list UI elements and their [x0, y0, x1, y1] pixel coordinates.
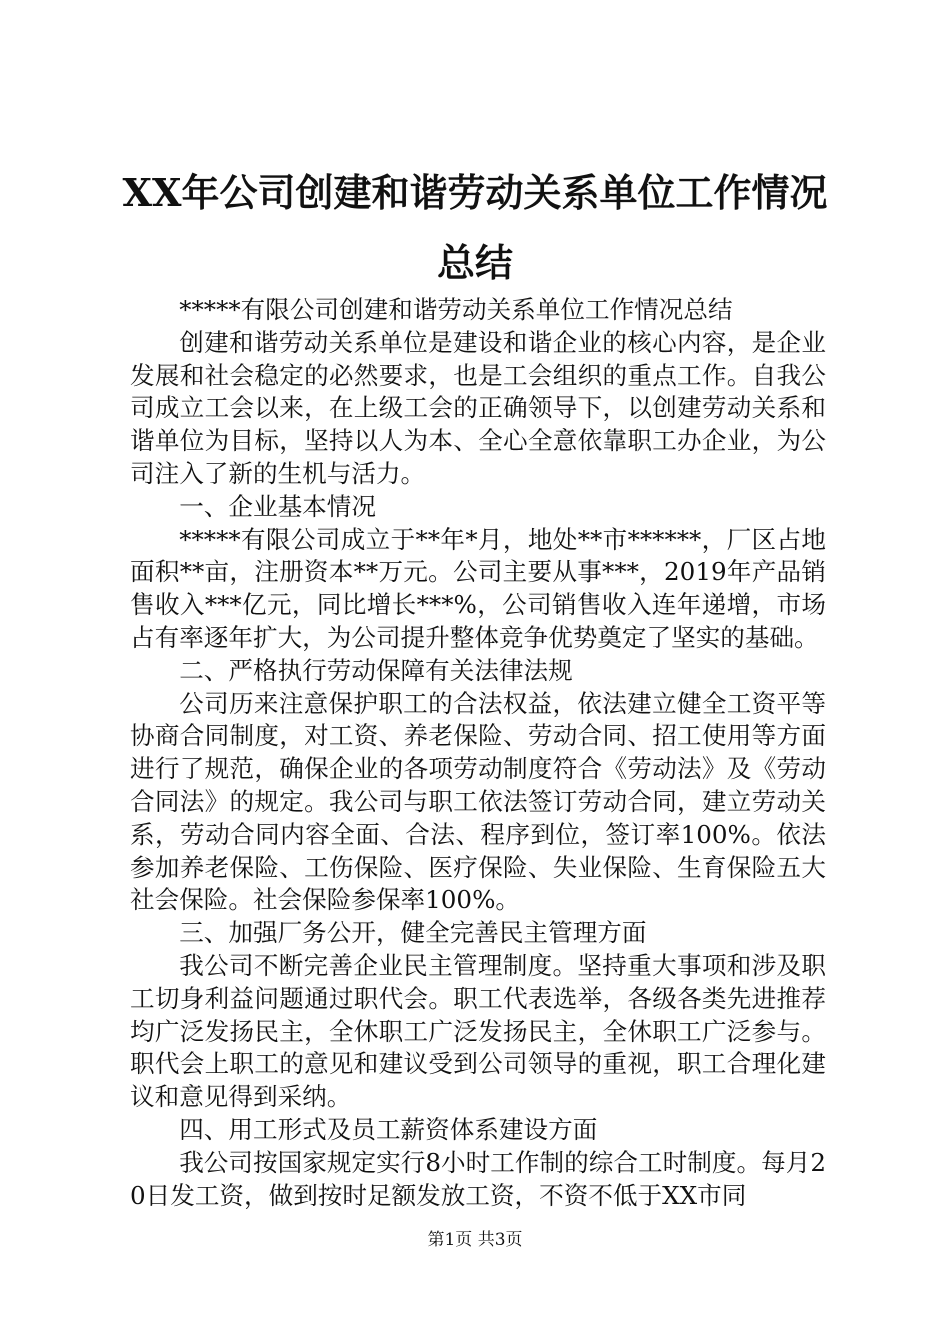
paragraph-section-3: 我公司不断完善企业民主管理制度。坚持重大事项和涉及职工切身利益问题通过职代会。职工代表选举，各级各类先进推荐均广泛发扬民主，全休职工广泛发扬民主，全休职工广泛参与。职代会上职工的意见和建议受到公司领导的重视，职工合理化建议和意见得到采纳。	[130, 950, 826, 1112]
page-footer: 第1页 共3页	[427, 1230, 523, 1250]
document-body	[130, 294, 826, 1212]
paragraph-section-1: *****有限公司成立于**年*月，地处**市******，厂区占地面积**亩，注册资本**万元。公司主要从事***，2019年产品销售收入***亿元，同比增长***%，公司销售收入连年递增，市场占有率逐年扩大，为公司提升整体竞争优势奠定了坚实的基础。	[130, 524, 826, 652]
section-heading-4: 四、用工形式及员工薪资体系建设方面	[179, 1114, 598, 1144]
section-heading-3: 三、加强厂务公开，健全完善民主管理方面	[179, 918, 647, 948]
document-title: XX年公司创建和谐劳动关系单位工作情况总结	[122, 170, 828, 285]
paragraph-section-4: 我公司按国家规定实行8小时工作制的综合工时制度。每月20日发工资，做到按时足额发放工资，不资不低于XX市同	[130, 1147, 826, 1210]
paragraph-section-2: 公司历来注意保护职工的合法权益，依法建立健全工资平等协商合同制度，对工资、养老保险、劳动合同、招工使用等方面进行了规范，确保企业的各项劳动制度符合《劳动法》及《劳动合同法》的规定。我公司与职工依法签订劳动合同，建立劳动关系，劳动合同内容全面、合法、程序到位，签订率100%。依法参加养老保险、工伤保险、医疗保险、失业保险、生育保险五大社会保险。社会保险参保率100%。	[130, 688, 826, 915]
section-heading-1: 一、企业基本情况	[179, 491, 376, 521]
paragraph-subtitle: *****有限公司创建和谐劳动关系单位工作情况总结	[179, 295, 733, 324]
section-heading-2: 二、严格执行劳动保障有关法律法规	[179, 655, 573, 685]
paragraph-intro: 创建和谐劳动关系单位是建设和谐企业的核心内容，是企业发展和社会稳定的必然要求，也是工会组织的重点工作。自我公司成立工会以来，在上级工会的正确领导下，以创建劳动关系和谐单位为目标，坚持以人为本、全心全意依靠职工办企业，为公司注入了新的生机与活力。	[130, 327, 826, 488]
